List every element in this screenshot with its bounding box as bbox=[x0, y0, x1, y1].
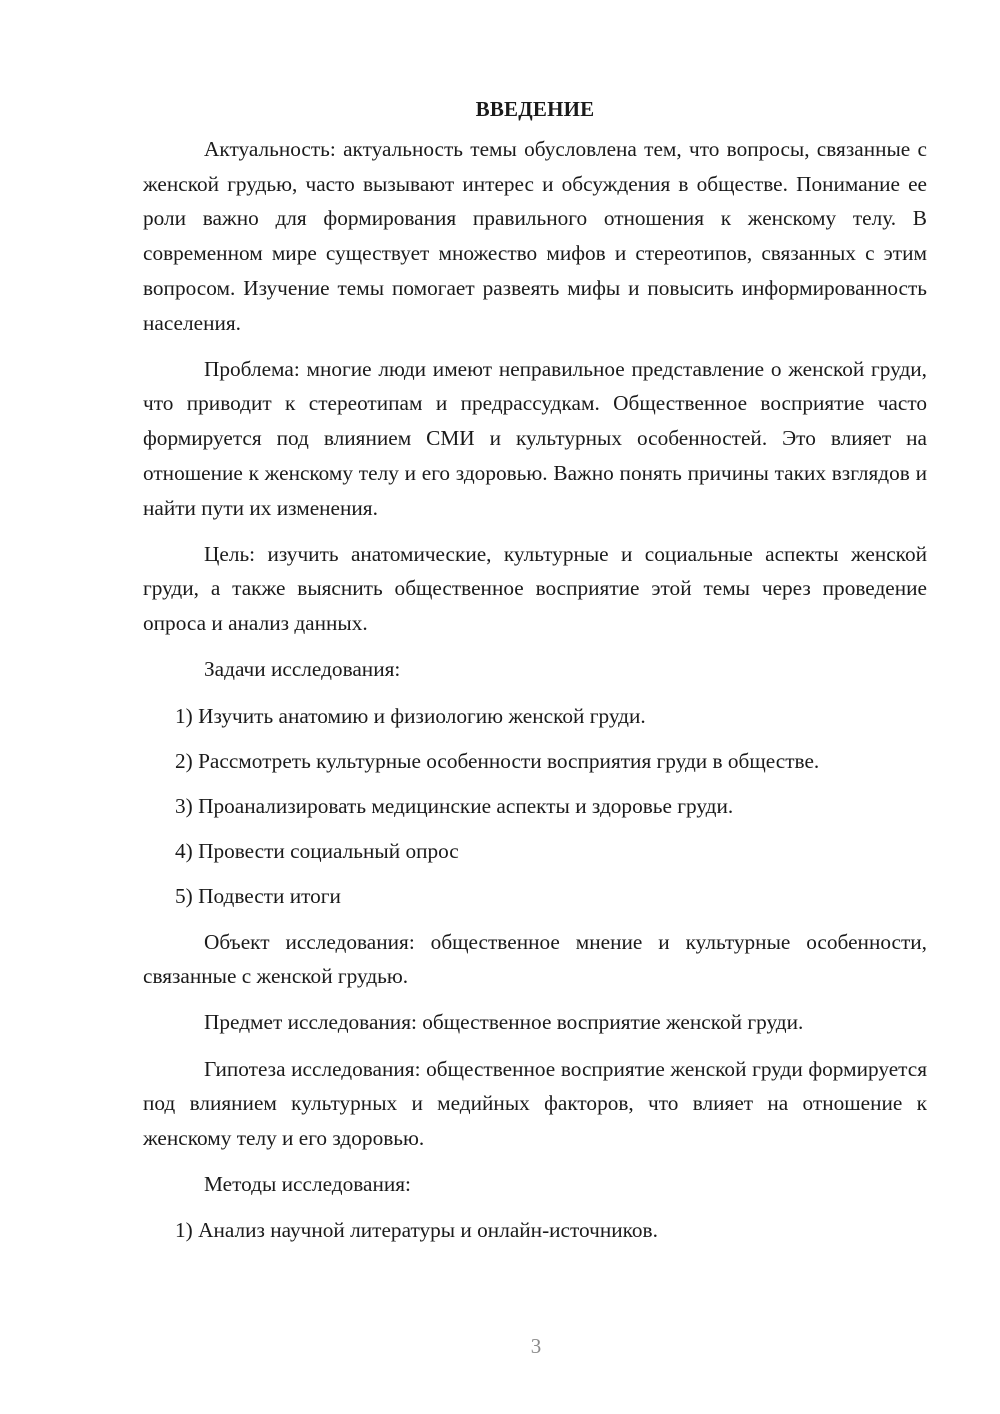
subject-paragraph: Предмет исследования: общественное восприятие женской груди. bbox=[204, 1010, 804, 1035]
list-item: 1) Изучить анатомию и физиологию женской груди. bbox=[175, 703, 646, 728]
list-item: 5) Подвести итоги bbox=[175, 884, 341, 909]
methods-list bbox=[143, 1213, 927, 1248]
problem-paragraph: Проблема: многие люди имеют неправильное представление о женской груди, что приводит к стереотипам и предрассудкам. Общественное восприятие часто формируется под влиянием СМИ и культурных особенностей. Это влияет на отношение к женскому телу и его здоровью. Важно понять причины таких взглядов и найти пути их изменения. bbox=[143, 356, 927, 520]
list-item: 2) Рассмотреть культурные особенности восприятия груди в обществе. bbox=[175, 748, 820, 773]
section-title: ВВЕДЕНИЕ bbox=[475, 97, 595, 121]
methods-heading: Методы исследования: bbox=[204, 1172, 411, 1197]
page-number: 3 bbox=[530, 1334, 542, 1358]
tasks-list bbox=[143, 699, 927, 915]
document-page bbox=[143, 92, 927, 1259]
tasks-heading: Задачи исследования: bbox=[204, 657, 401, 682]
list-item: 1) Анализ научной литературы и онлайн-источников. bbox=[175, 1218, 658, 1243]
object-paragraph: Объект исследования: общественное мнение и культурные особенности, связанные с женской грудью. bbox=[143, 929, 927, 989]
list-item: 3) Проанализировать медицинские аспекты и здоровье груди. bbox=[175, 793, 734, 818]
list-item: 4) Провести социальный опрос bbox=[175, 839, 459, 864]
goal-paragraph: Цель: изучить анатомические, культурные и социальные аспекты женской груди, а также выяснить общественное восприятие этой темы через проведение опроса и анализ данных. bbox=[143, 541, 927, 636]
hypothesis-paragraph: Гипотеза исследования: общественное восприятие женской груди формируется под влиянием культурных и медийных факторов, что влияет на отношение к женскому телу и его здоровью. bbox=[143, 1056, 927, 1151]
relevance-paragraph: Актуальность: актуальность темы обусловлена тем, что вопросы, связанные с женской грудью, часто вызывают интерес и обсуждения в обществе. Понимание ее роли важно для формирования правильного отношения к женскому телу. В современном мире существует множество мифов и стереотипов, связанных с этим вопросом. Изучение темы помогает развеять мифы и повысить информированность населения. bbox=[143, 137, 927, 335]
